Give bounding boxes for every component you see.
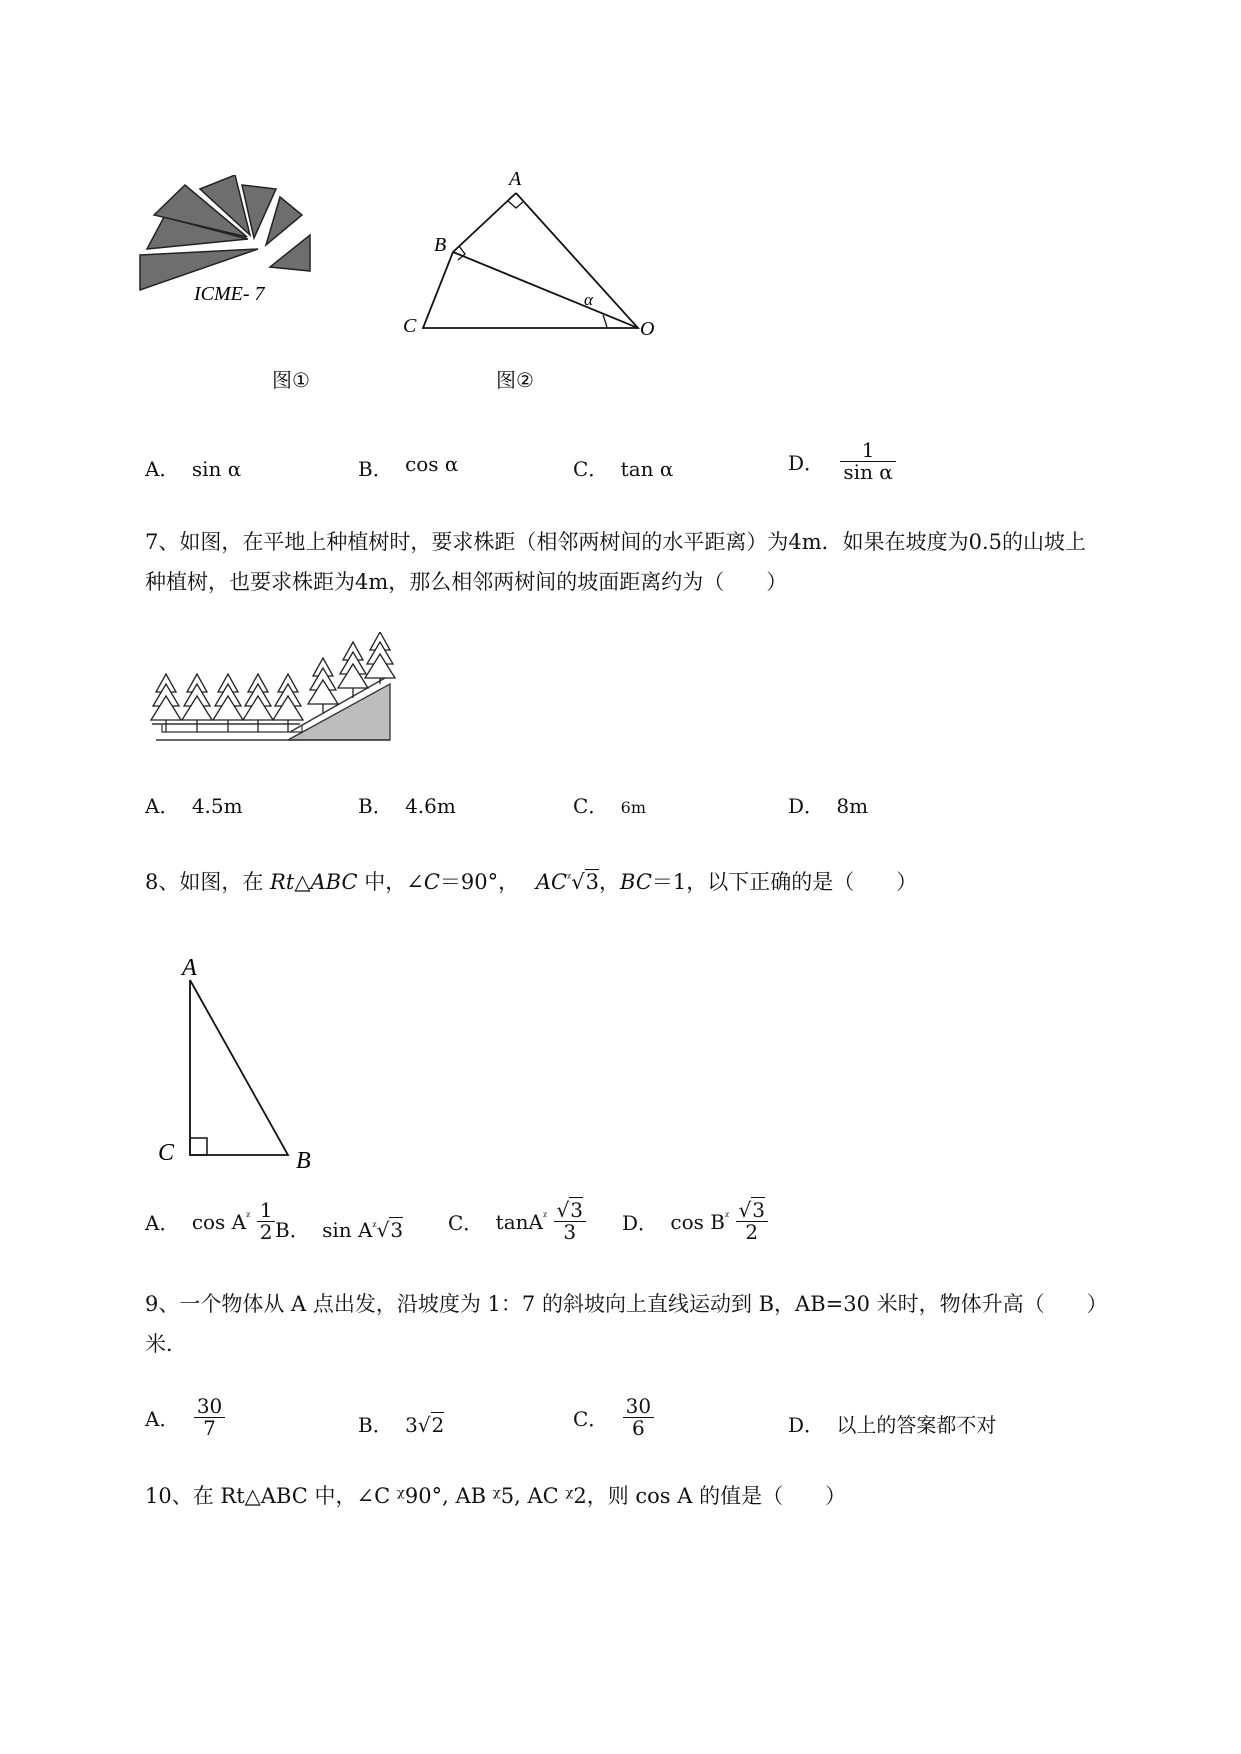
q7-stem-line-1: 7、如图，在平地上种植树时，要求株距（相邻两树间的水平距离）为4m．如果在坡度为0.5的山坡上 (145, 530, 1087, 554)
q9-stem-line-1: 9、一个物体从 A 点出发，沿坡度为 1：7 的斜坡向上直线运动到 B，AB=30 米时，物体升高（ ） (145, 1292, 1108, 1316)
q8-stem: 8、如图，在 Rt△ABC 中，∠C＝90°， $AC^ᵡ√3$，BC＝1，以下正确的是（ ） (145, 870, 918, 894)
q7-trees-slope-figure (148, 632, 398, 747)
q6-option-b[interactable]: B． cos α (358, 452, 459, 481)
figure-2-triangle (398, 165, 668, 340)
q8-d-fraction: $\frac{√3}{2}$ (736, 1200, 768, 1243)
segment-bo (453, 252, 638, 328)
angle-arc-alpha (603, 315, 607, 328)
figure-1-icme-logo (130, 175, 350, 335)
point-b: B (434, 234, 447, 256)
sqrt-sign: √ (571, 870, 585, 894)
angle-alpha: α (584, 290, 593, 309)
triangle-aoc-lines (423, 193, 638, 328)
slope (288, 684, 390, 740)
triangle-abc-lines (190, 980, 288, 1155)
q9-option-c[interactable]: C． $\frac{30}{6}$ (573, 1396, 654, 1439)
vertex-c: C (158, 1140, 175, 1166)
figure-2-caption: 图② (496, 368, 534, 392)
point-a: A (509, 168, 522, 190)
q6-d-fraction: $\frac{1}{\text{sin α}}$ (840, 440, 895, 483)
logo-triangle-7 (270, 235, 310, 271)
q9-option-d[interactable]: D． 以上的答案都不对 (788, 1413, 997, 1437)
q7-option-d[interactable]: D． 8m (788, 794, 869, 818)
q8-option-a[interactable]: A． $\cos A^ᵡ$ $\frac{1}{2}$ (145, 1200, 275, 1243)
q9-option-b[interactable]: B． 3√2 (358, 1413, 445, 1437)
vertex-a: A (182, 955, 197, 981)
q8-a-fraction: $\frac{1}{2}$ (257, 1200, 276, 1243)
right-angle-c (190, 1138, 207, 1155)
q9-stem-line-2: 米． (145, 1332, 187, 1356)
point-o: O (640, 318, 655, 340)
q9-option-a[interactable]: A． $\frac{30}{7}$ (145, 1396, 225, 1439)
q7-option-a[interactable]: A． 4.5m (145, 794, 243, 818)
vertex-b: B (296, 1148, 311, 1174)
q7-option-c[interactable]: C． 6m (573, 794, 647, 818)
q9-c-fraction: $\frac{30}{6}$ (623, 1396, 654, 1439)
q8-right-triangle-figure (148, 950, 328, 1175)
q7-option-b[interactable]: B． 4.6m (358, 794, 456, 818)
q8-option-b[interactable]: B． $\sin A^ᵡ√3$ (275, 1218, 404, 1242)
q7-stem-line-2: 种植树，也要求株距为4m，那么相邻两树间的坡面距离约为（ ） (145, 570, 788, 594)
q9-a-fraction: $\frac{30}{7}$ (194, 1396, 225, 1439)
logo-label: ICME- 7 (194, 283, 265, 305)
step-outline (162, 724, 302, 732)
q8-option-d[interactable]: D． $\cos B^ᵡ$ $\frac{√3}{2}$ (622, 1200, 768, 1243)
q6-option-d[interactable]: D． $\frac{1}{\text{sin α}}$ (788, 440, 896, 483)
q6-option-c[interactable]: C． tan α (573, 457, 674, 481)
figure-1-caption: 图① (272, 368, 310, 392)
right-angle-b (458, 246, 465, 260)
q10-stem: 10、在 Rt△ABC 中，∠C ᵡ90°, AB ᵡ5, AC ᵡ2，则 cos A 的值是（ ） (145, 1484, 847, 1508)
q6-option-a[interactable]: A． sin α (145, 457, 242, 481)
q8-option-c[interactable]: C． tanA$^ᵡ$ $\frac{√3}{3}$ (448, 1200, 586, 1243)
tree (308, 658, 338, 714)
q8-c-fraction: $\frac{√3}{3}$ (554, 1200, 586, 1243)
tree (365, 632, 395, 684)
right-angle-a (508, 201, 524, 208)
logo-triangle-6 (266, 197, 302, 245)
point-c: C (403, 315, 417, 337)
